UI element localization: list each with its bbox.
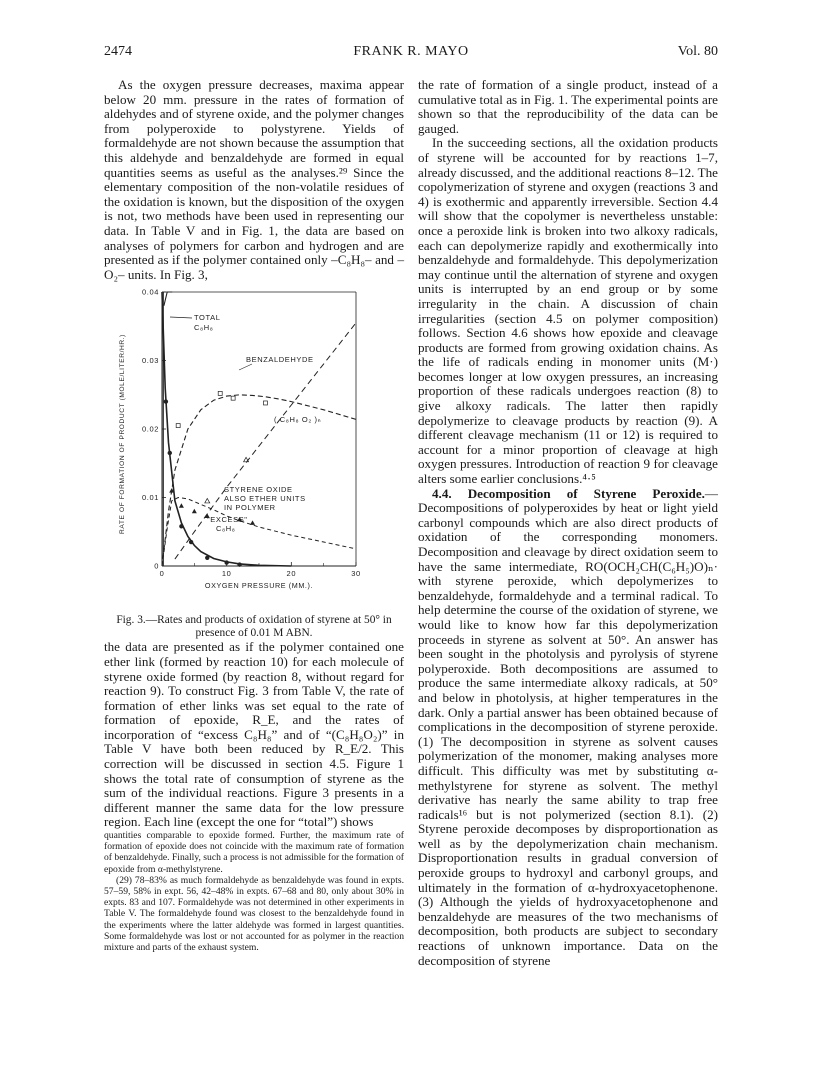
- benzaldehyde-point: [231, 396, 235, 400]
- paragraph: In the succeeding sections, all the oxidation products of styrene will be accounted for by reactions 1–7, already discussed, and the additional reactions 8–12. The copolymerization of styrene and oxygen (reactions 3 and 4) is exothermic and apparently irreversible. Section 4.4 will show that the copolymer is nevertheless unstable: once a peroxide link is broken into two alkoxy radicals, each can depolymerize rapidly and exothermically into benzaldehyde and formaldehyde. This depolymerization may continue until the alternation of styrene and oxygen units is interrupted by an end group or by some irregularity in the chain. A discussion of chain irregularities (section 4.5 on polymer composition) follows. Section 4.6 shows how epoxide and cleavage products are formed from growing oxidation chains. As the life of radicals ending in monomer units (M·) becomes longer at low oxygen pressures, an increasing proportion of these radicals undergoes reaction (8) to give alkoxy radicals. The latter then rapidly depolymerize to cleavage products by reaction (9). A different cleavage mechanism (11 or 12) is required to account for a minor proportion of cleavage at high oxygen pressures. Introduction of reaction 9 for cleavage alters some earlier conclusions.⁴·⁵: [418, 135, 718, 487]
- paragraph: As the oxygen pressure decreases, maxima appear below 20 mm. pressure in the rates of formation of aldehydes and of styrene oxide, and the polymer changes from polyperoxide to polystyrene. Yields of formaldehyde are not shown because the assumption that this aldehyde and benzaldehyde are formed in equal quantities seems as useful as the analyses.²⁹ Since the elementary composition of the non-volatile residues of the oxidation is known, but the disposition of the oxygen is not, two methods have been used in representing our data. In Table V and in Fig. 1, the data are based on analyses of polymers for carbon and hydrogen and are presented as if the polymer contained only –C₈H₈– and –O₂– units. In Fig. 3,: [104, 77, 404, 282]
- label-excess-1: "EXCESS": [207, 515, 248, 525]
- page-number: 2474: [104, 44, 132, 59]
- x-tick-label: 0: [159, 569, 165, 579]
- benzaldehyde-point: [263, 401, 267, 405]
- excess-point: [168, 451, 172, 455]
- footnote-29: (29) 78–83% as much formaldehyde as benzaldehyde was found in expts. 57–59, 58% in expt. 56, 42–48% in expts. 67–68 and 80, only about 30% in expts. 83 and 107. Formaldehyde was not determined in other experiments in Table V. The formaldehyde found was closest to the benzaldehyde found in the experiments where the latter aldehyde was formed in largest quantities. Some formaldehyde was lost or not accounted for as polymer in the reaction mixture and parts of the exhaust system.: [104, 874, 404, 954]
- figure-3: [104, 284, 404, 612]
- label-total-pointer: [170, 317, 192, 318]
- oxide-point: [250, 521, 255, 526]
- label-peroxide: ( C₈H₈ O₂ )ₙ: [274, 415, 322, 425]
- x-tick-label: 10: [221, 569, 232, 579]
- oxide-point: [192, 509, 197, 514]
- peroxide-point: [205, 499, 210, 504]
- label-excess-2: C₈H₈: [216, 524, 236, 534]
- label-benzaldehyde: BENZALDEHYDE: [246, 355, 314, 365]
- excess-point: [224, 561, 228, 565]
- running-header: [104, 44, 718, 64]
- benzaldehyde-point: [176, 424, 180, 428]
- y-axis-label: RATE OF FORMATION OF PRODUCT (MOLE/LITER/HR.): [119, 334, 126, 535]
- label-total: TOTAL: [194, 313, 221, 323]
- left-column: [104, 78, 404, 953]
- x-tick-label: 30: [351, 569, 361, 579]
- x-tick-label: 20: [286, 569, 297, 579]
- paragraph: the data are presented as if the polymer contained one ether link (formed by reaction 10) for each molecule of styrene oxide formed (by reaction 8, without regard for reaction 9). To construct Fig. 3 from Table V, the rate of formation of ether links was set equal to the rate of formation of epoxide, R_E, and the rates of incorporation of “excess C₈H₈” and of “(C₈H₈O₂)” in Table V have both been reduced by R_E/2. This correction will be discussed in section 4.5. Figure 1 shows the total rate of consumption of styrene as the sum of the individual reactions. Figure 3 presents in a different manner the same data for the low pressure region. Each line (except the one for “total”) shows: [104, 639, 404, 830]
- benzaldehyde-point: [218, 392, 222, 396]
- footnote-continuation: quantities comparable to epoxide formed. Further, the maximum rate of formation of epoxide does not coincide with the maximum rate of formation of benzaldehyde. Finally, such a process is not admissible for the formation of epoxide from α-methylstyrene.: [104, 830, 404, 875]
- x-axis-label: OXYGEN PRESSURE (MM.).: [204, 581, 314, 591]
- volume-number: Vol. 80: [677, 44, 718, 59]
- section-paragraph: [418, 487, 718, 969]
- running-title: FRANK R. MAYO: [353, 44, 469, 59]
- y-tick-label: 0.03: [142, 356, 159, 366]
- section-text: —Decompositions of polyperoxides by heat or light yield carbonyl compounds which are also direct products of oxidation of the corresponding monomers. Decomposition and cleavage by direct oxidation seem to have the same intermediate, RO(OCH₂CH(C₆H₅)O)ₙ· with styrene peroxide, which depolymerizes to benzaldehyde, formaldehyde and a terminal radical. To help determine the course of the oxidation of styrene, we would like to know how far this depolymerization proceeds in styrene as solvent at 50°. An answer has been sought in the photolysis and pyrolysis of styrene polyperoxide. Both decompositions are assumed to produce the same intermediate alkoxy radicals, at 50° and below in photolysis, at higher temperatures in the dark. Only a partial answer has been obtained because of complications in the decomposition of styrene peroxide. (1) The decomposition in styrene as solvent causes polymerization of the monomer, making analyses more difficult. This difficulty was met by substituting α-methylstyrene for styrene as solvent. The methyl derivative has nearly the same ability to trap free radicals¹⁶ but is not polymerized (section 8.1). (2) Styrene peroxide decomposes by disproportionation as well as by the depolymerization chain mechanism. Disproportionation results in gradual conversion of peroxide groups to hydroxyl and carbonyl groups, and ultimately in the formation of α-hydroxyacetophenone. (3) Although the yields of hydroxyacetophenone and benzaldehyde are measures of the two mechanisms of decomposition, both products are subject to secondary reactions of unknown importance. Data on the decomposition of styrene: [418, 485, 718, 968]
- series-line-0: [164, 292, 172, 306]
- label-benzaldehyde-pointer: [239, 364, 252, 370]
- label-oxide-2: ALSO ETHER UNITS: [224, 494, 306, 504]
- excess-point: [179, 524, 183, 528]
- section-title: 4.4. Decomposition of Styrene Peroxide.: [432, 485, 705, 501]
- paragraph: the rate of formation of a single product, instead of a cumulative total as in Fig. 1. The experimental points are shown so that the reproducibility of the data can be gauged.: [418, 77, 718, 136]
- right-column: [418, 78, 718, 968]
- excess-point: [189, 540, 193, 544]
- excess-point: [237, 563, 241, 567]
- figure-3-chart: [104, 284, 404, 612]
- figure-caption: Fig. 3.—Rates and products of oxidation of styrene at 50° in presence of 0.01 M ABN.: [116, 614, 392, 640]
- oxide-point: [179, 504, 184, 509]
- excess-point: [205, 556, 209, 560]
- y-tick-label: 0.01: [142, 493, 159, 503]
- label-total-formula: C₈H₈: [194, 323, 214, 333]
- label-oxide-3: IN POLYMER: [224, 503, 276, 513]
- label-oxide-1: STYRENE OXIDE: [224, 485, 293, 495]
- y-tick-label: 0.04: [142, 287, 159, 297]
- excess-point: [164, 400, 168, 404]
- y-tick-label: 0: [154, 561, 159, 571]
- y-tick-label: 0.02: [142, 424, 159, 434]
